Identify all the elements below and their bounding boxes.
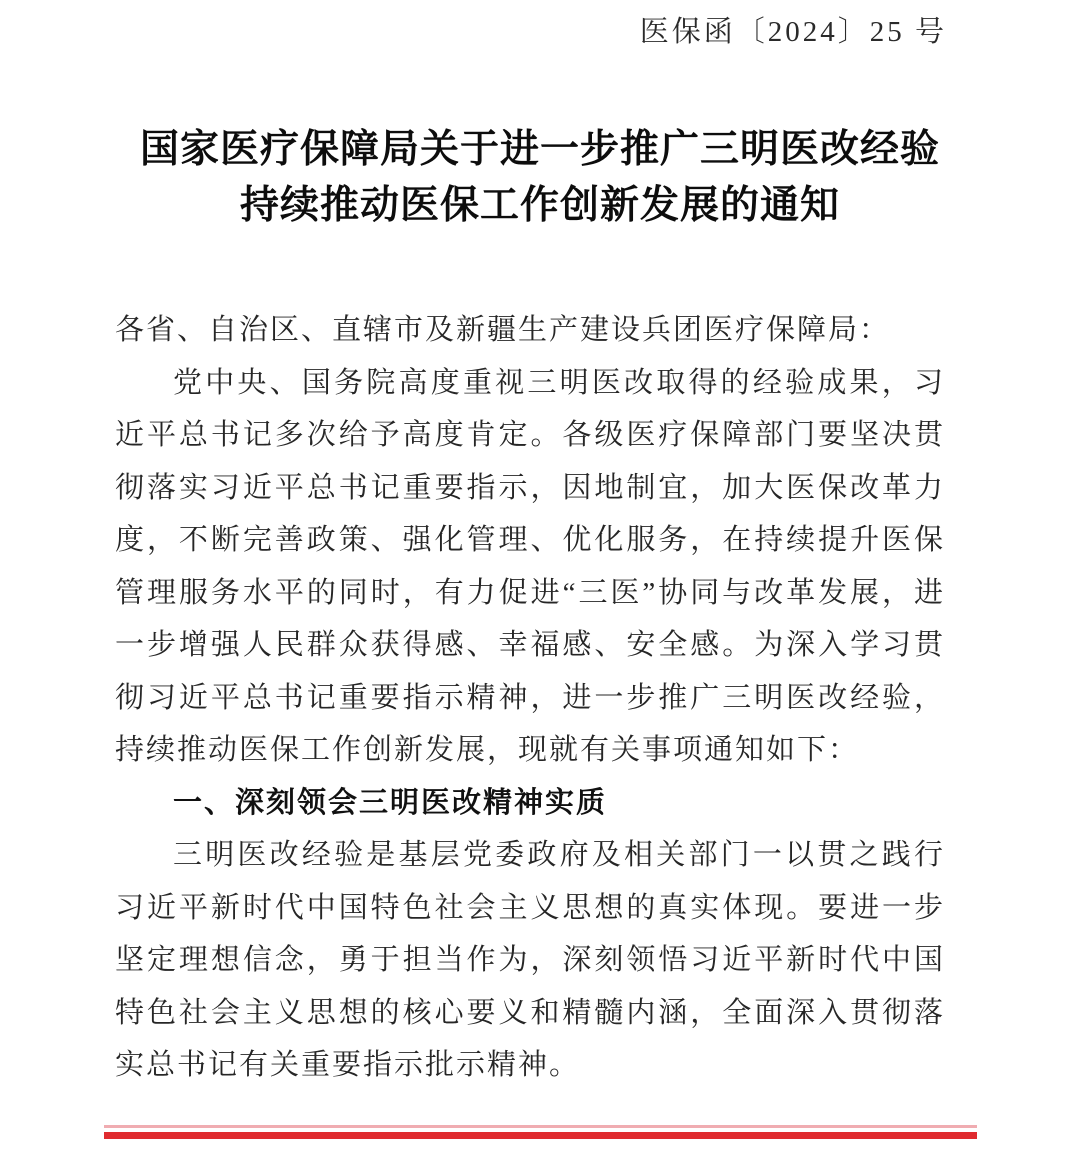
title-line-1: 国家医疗保障局关于进一步推广三明医改经验: [139, 128, 940, 171]
paragraph-opening: 党中央、国务院高度重视三明医改取得的经验成果，习近平总书记多次给予高度肯定。各级医疗保障部门要坚决贯彻落实习近平总书记重要指示，因地制宜，加大医保改革力度，不断完善政策、强化管理、优化服务，在持续提升医保管理服务水平的同时，有力促进“三医”协同与改革发展，进一步增强人民群众获得感、幸福感、安全感。为深入学习贯彻习近平总书记重要指示精神，进一步推广三明医改经验，持续推动医保工作创新发展，现就有关事项通知如下：: [115, 366, 945, 766]
salutation: 各省、自治区、直辖市及新疆生产建设兵团医疗保障局：: [115, 314, 891, 346]
document-body: [0, 304, 1080, 1092]
section-1-heading: 一、深刻领会三明医改精神实质: [173, 786, 608, 819]
paragraph-section-1: 三明医改经验是基层党委政府及相关部门一以贯之践行习近平新时代中国特色社会主义思想的真实体现。要进一步坚定理想信念，勇于担当作为，深刻领悟习近平新时代中国特色社会主义思想的核心要义和精髓内涵，全面深入贯彻落实总书记有关重要指示批示精神。: [115, 839, 945, 1081]
red-divider-thick-line: [104, 1132, 977, 1139]
document-title: [0, 122, 1080, 234]
title-line-2: 持续推动医保工作创新发展的通知: [239, 184, 840, 227]
doc-number: 医保函〔2024〕25 号: [639, 16, 947, 48]
red-divider: [104, 1125, 977, 1139]
